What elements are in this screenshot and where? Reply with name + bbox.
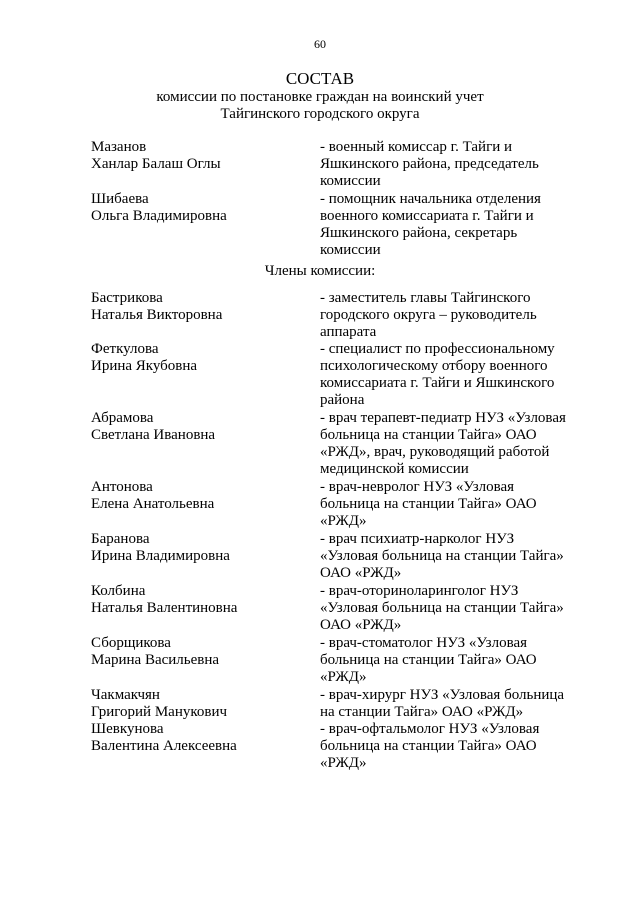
person-surname: Бастрикова: [91, 290, 163, 306]
role-line: комиссариата г. Тайги и Яшкинского: [320, 375, 555, 391]
role-line: на станции Тайга» ОАО «РЖД»: [320, 704, 524, 720]
role-line: больница на станции Тайга» ОАО: [320, 496, 537, 512]
document-subtitle-line-2: Тайгинского городского округа: [220, 106, 420, 122]
role-line: - врач-оториноларинголог НУЗ: [320, 583, 519, 599]
role-line: больница на станции Тайга» ОАО: [320, 652, 537, 668]
role-line: аппарата: [320, 324, 377, 340]
person-surname: Шибаева: [91, 191, 149, 207]
person-given-names: Ирина Владимировна: [91, 548, 230, 564]
role-line: «РЖД»: [320, 513, 367, 529]
role-line: ОАО «РЖД»: [320, 617, 402, 633]
role-line: «Узловая больница на станции Тайга»: [320, 600, 564, 616]
document-subtitle-line-1: комиссии по постановке граждан на воинский учет: [156, 89, 484, 105]
role-line: городского округа – руководитель: [320, 307, 537, 323]
role-line: - врач терапевт-педиатр НУЗ «Узловая: [320, 410, 566, 426]
role-line: ОАО «РЖД»: [320, 565, 402, 581]
person-given-names: Марина Васильевна: [91, 652, 220, 668]
person-surname: Сборщикова: [91, 635, 171, 651]
person-surname: Чакмакчян: [91, 687, 160, 703]
role-line: Яшкинского района, секретарь: [320, 225, 518, 241]
person-given-names: Наталья Викторовна: [91, 307, 223, 323]
person-given-names: Валентина Алексеевна: [91, 738, 237, 754]
role-line: «РЖД»: [320, 669, 367, 685]
role-line: военного комиссариата г. Тайги и: [320, 208, 534, 224]
role-line: - специалист по профессиональному: [320, 341, 555, 357]
role-line: - врач-офтальмолог НУЗ «Узловая: [320, 721, 540, 737]
person-surname: Шевкунова: [91, 721, 164, 737]
person-given-names: Ольга Владимировна: [91, 208, 227, 224]
person-given-names: Ханлар Балаш Оглы: [91, 156, 221, 172]
role-line: комиссии: [320, 242, 381, 258]
person-given-names: Ирина Якубовна: [91, 358, 198, 374]
document-title: СОСТАВ: [285, 69, 355, 88]
person-surname: Баранова: [91, 531, 150, 547]
role-line: - врач-хирург НУЗ «Узловая больница: [320, 687, 565, 703]
role-line: больница на станции Тайга» ОАО: [320, 427, 537, 443]
role-line: - врач-стоматолог НУЗ «Узловая: [320, 635, 528, 651]
person-given-names: Елена Анатольевна: [91, 496, 215, 512]
role-line: «РЖД», врач, руководящий работой: [320, 444, 550, 460]
role-line: «РЖД»: [320, 755, 367, 771]
role-line: - помощник начальника отделения: [320, 191, 541, 207]
person-surname: Феткулова: [91, 341, 159, 357]
page-number: 60: [314, 37, 326, 51]
role-line: больница на станции Тайга» ОАО: [320, 738, 537, 754]
person-surname: Антонова: [91, 479, 153, 495]
members-section-header: Члены комиссии:: [264, 263, 376, 279]
role-line: комиссии: [320, 173, 381, 189]
role-line: «Узловая больница на станции Тайга»: [320, 548, 564, 564]
person-surname: Абрамова: [91, 410, 154, 426]
role-line: психологическому отбору военного: [320, 358, 548, 374]
role-line: медицинской комиссии: [320, 461, 469, 477]
person-given-names: Наталья Валентиновна: [91, 600, 238, 616]
role-line: - военный комиссар г. Тайги и: [320, 139, 513, 155]
person-given-names: Григорий Манукович: [91, 704, 228, 720]
person-surname: Мазанов: [91, 139, 147, 155]
person-surname: Колбина: [91, 583, 146, 599]
role-line: - врач психиатр-нарколог НУЗ: [320, 531, 515, 547]
role-line: Яшкинского района, председатель: [320, 156, 539, 172]
role-line: - заместитель главы Тайгинского: [320, 290, 531, 306]
role-line: района: [320, 392, 365, 408]
role-line: - врач-невролог НУЗ «Узловая: [320, 479, 515, 495]
person-given-names: Светлана Ивановна: [91, 427, 216, 443]
